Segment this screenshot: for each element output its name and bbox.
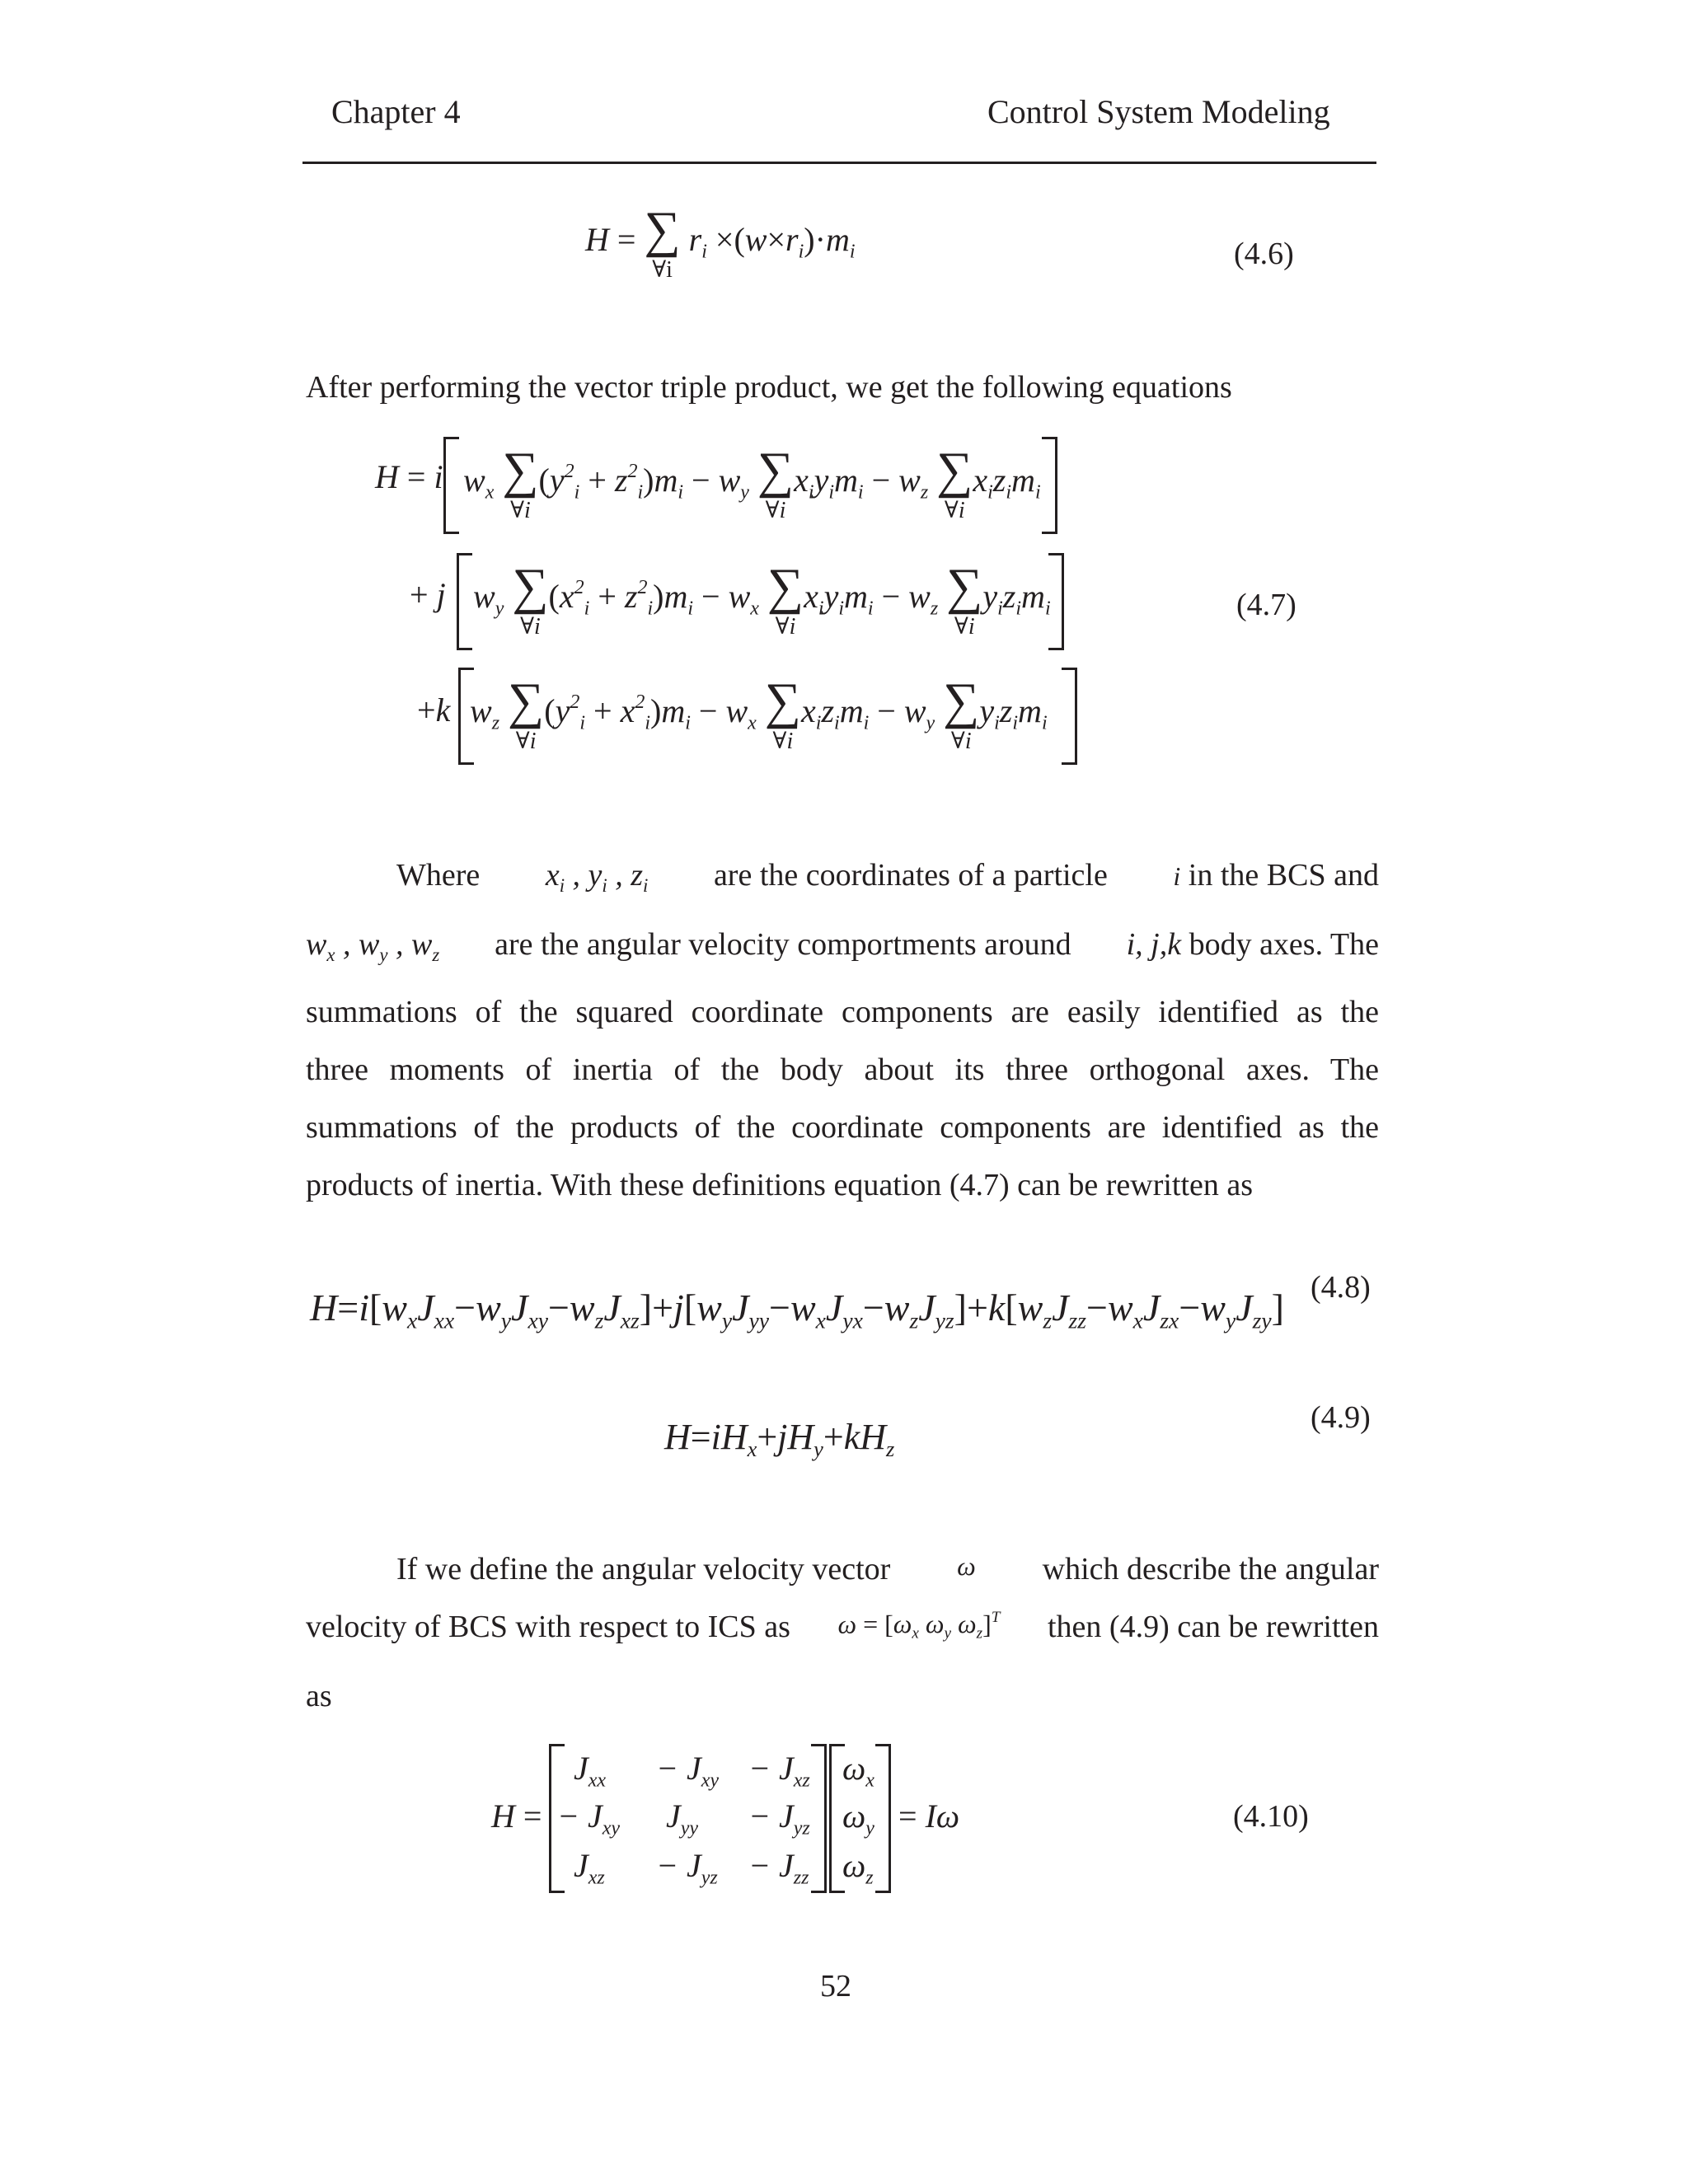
equation-number-4-9: (4.9) xyxy=(1311,1400,1371,1435)
equation-4-8: $H=i[w_xJ_{xx}-w_yJ_{xy}-w_zJ_{xz}]+j[w_yJ_{yy}-w_xJ_{yx}-w_zJ_{yz}]+k[w_zJ_{zz}-w_xJ_{zx}-w_yJ_{zy}]$ xyxy=(310,1286,1284,1333)
equation-number-4-7: (4.7) xyxy=(1236,588,1296,622)
chapter-title: Control System Modeling xyxy=(987,93,1330,130)
equation-number-4-10: (4.10) xyxy=(1233,1799,1309,1834)
equation-number-4-6: (4.6) xyxy=(1234,237,1294,271)
header-rule xyxy=(302,162,1376,164)
chapter-label: Chapter 4 xyxy=(331,93,461,130)
paragraph-triple-product: After performing the vector triple product, we get the following equations xyxy=(306,370,1232,405)
paragraph-definitions: Where $x_i$ , $y_i$ , $z_i$ are the coordinates of a particle i in the BCS and $w_x$ , $w_y$ , $w_z$ are the angular velocity comportments around i, j,k body axes. The summations of the squared coordinate components are easily identified as the three moments of inertia of the body about its three orthogonal axes. The summations of the products of the coordinate components are identified as the products of inertia. With these definitions equation (4.7) can be rewritten as xyxy=(306,858,1379,1202)
equation-number-4-8: (4.8) xyxy=(1311,1270,1371,1305)
page-number: 52 xyxy=(820,1969,851,2004)
equation-4-6: H = ∑ ∀i $r_i \times(w\times r_i)\cdot m_i$ xyxy=(585,202,856,283)
equation-4-9: $H=iH_x+jH_y+kH_z$ xyxy=(664,1417,895,1462)
paragraph-angular-velocity: If we define the angular velocity vector ω which describe the angular velocity of BCS with respect to ICS as $\omega = [\omega_x$ $\omega_y$ $\omega_z]^T$ then (4.9) can be rewritten as xyxy=(306,1551,1379,1713)
